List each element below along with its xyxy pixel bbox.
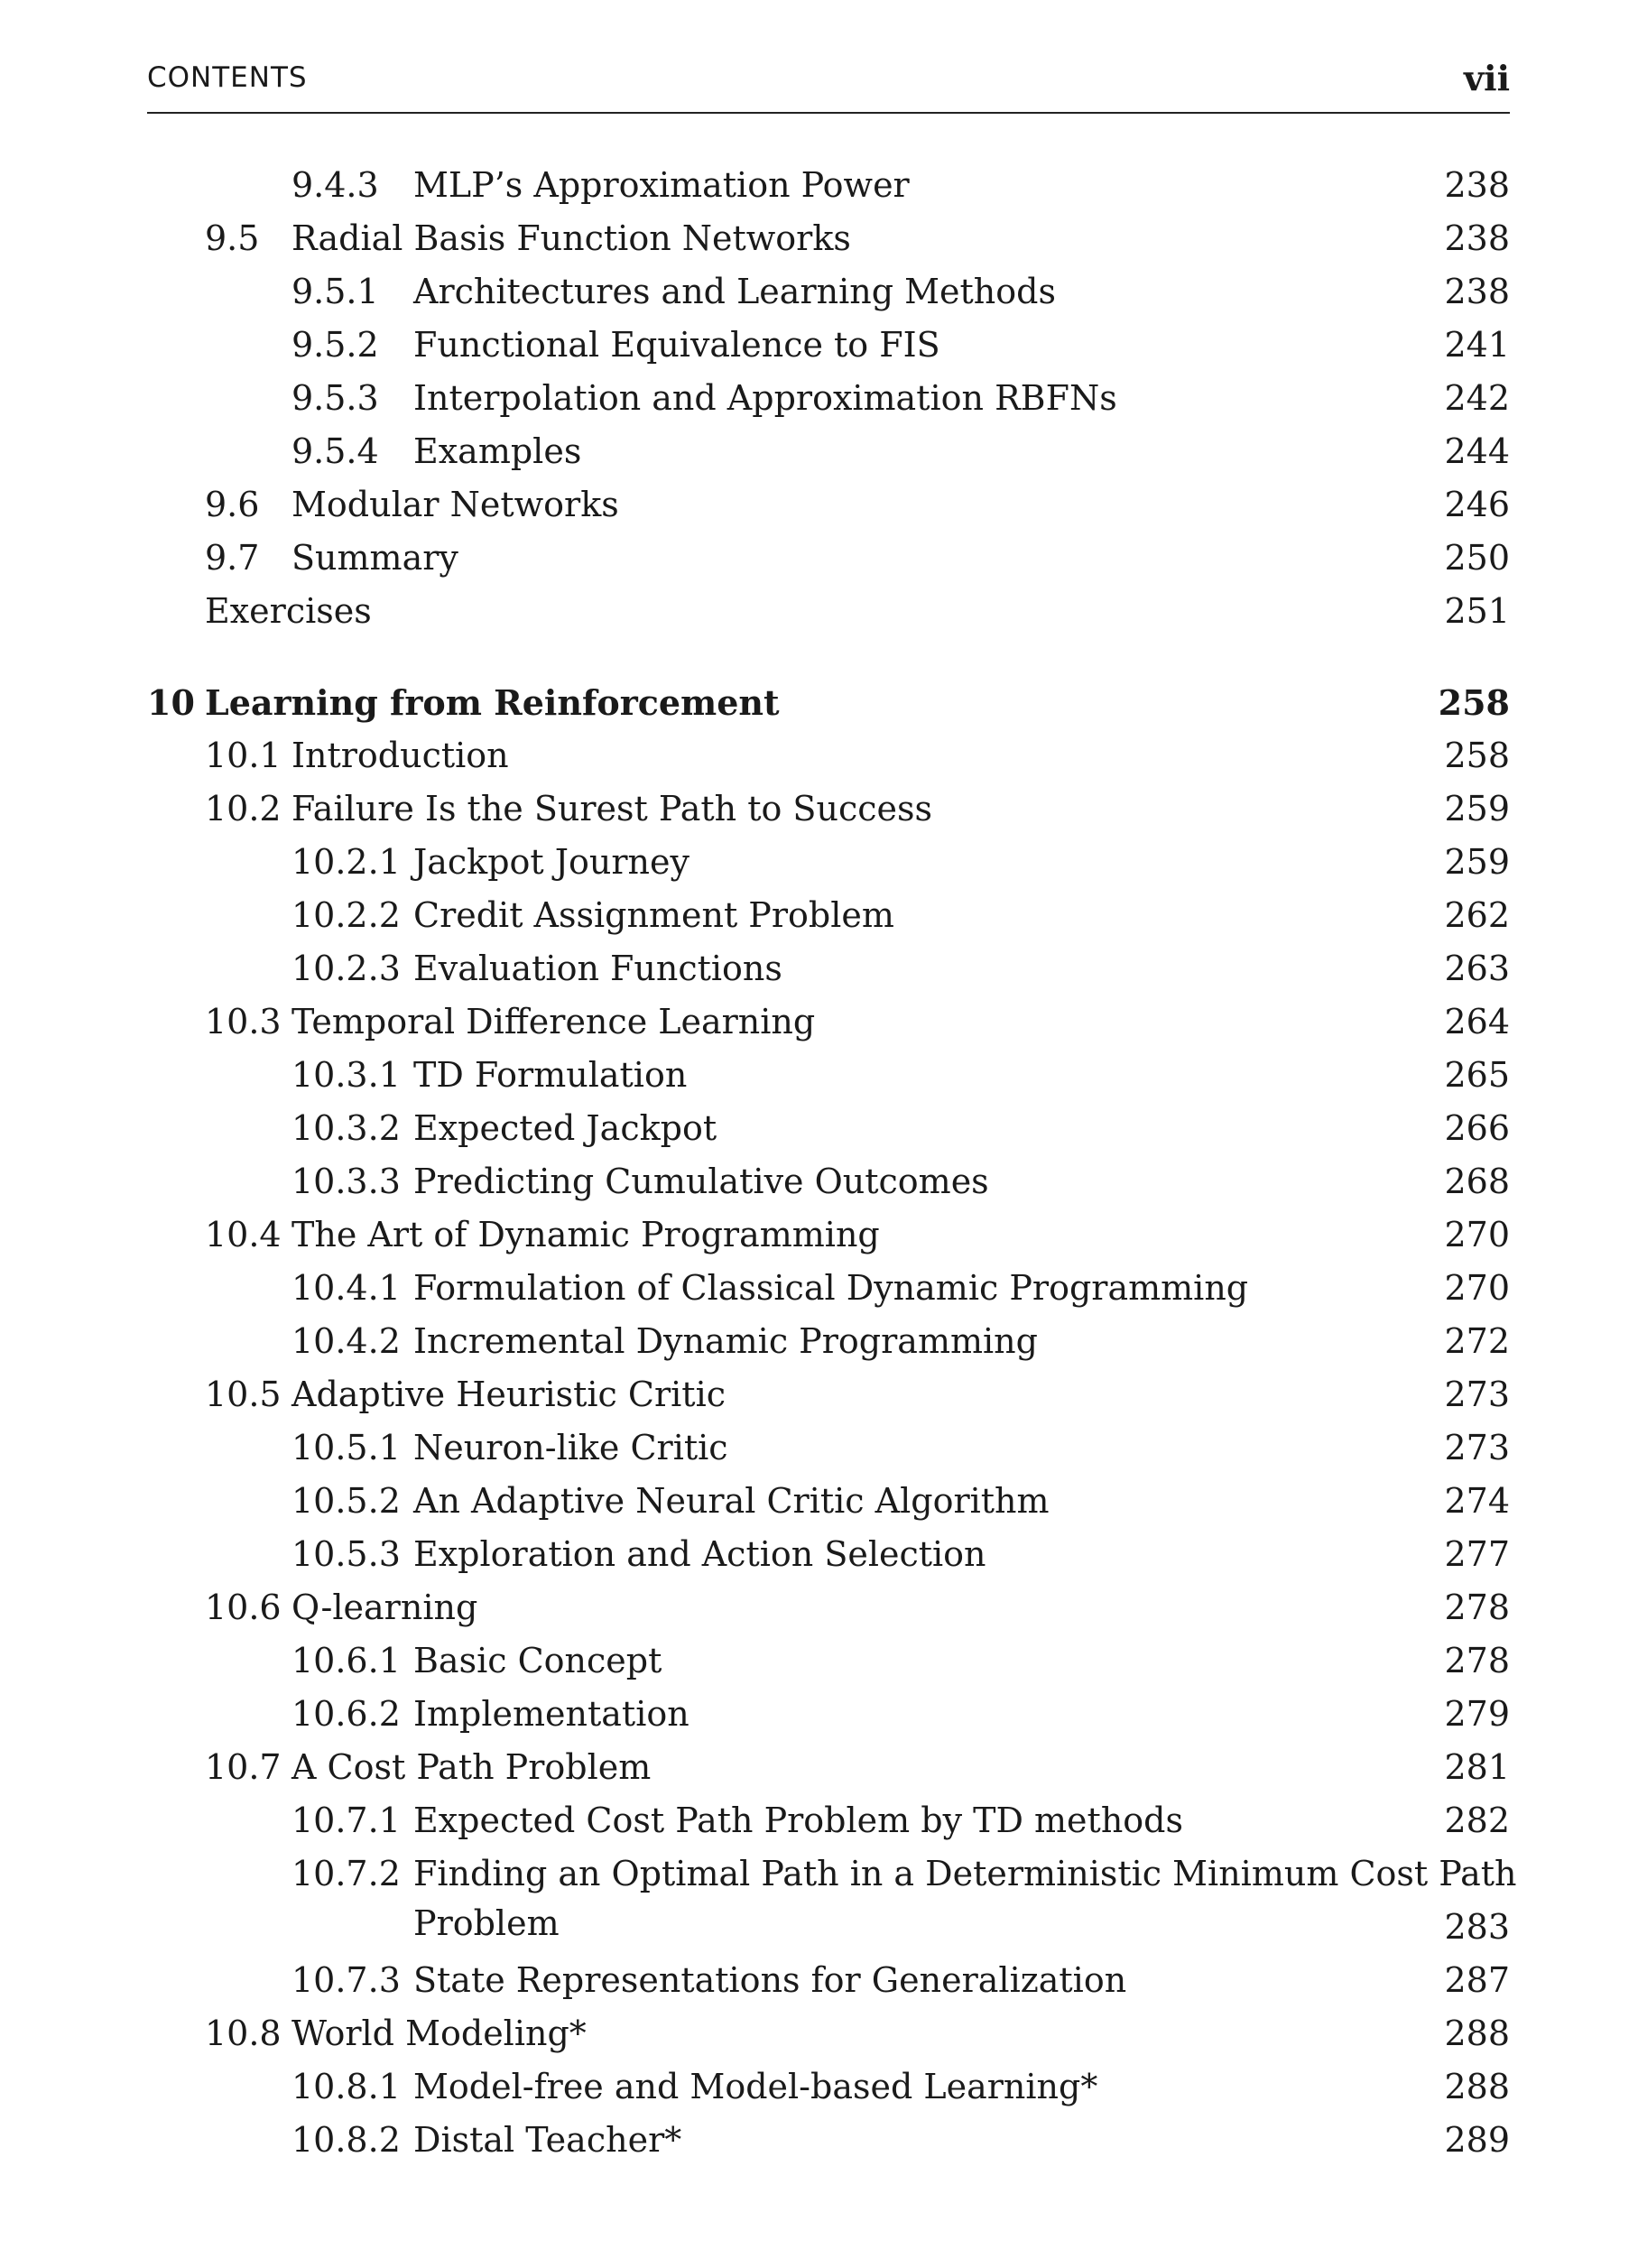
entry-number: 10.2.2 [292,895,401,935]
entry-page: 246 [1444,485,1510,524]
entry-number: 10 [147,682,195,723]
entry-title: Distal Teacher* [413,2120,682,2160]
entry-title: Model-free and Model-based Learning* [413,2067,1098,2106]
entry-page: 264 [1444,1002,1510,1041]
entry-title: The Art of Dynamic Programming [292,1215,880,1254]
entry-number: 10.8.2 [292,2120,401,2160]
entry-title: Radial Basis Function Networks [292,218,851,258]
toc-entry-section [147,729,1510,782]
entry-number: 10.5.1 [292,1428,401,1467]
entry-page: 238 [1444,218,1510,258]
entry-number: 10.5.3 [292,1534,401,1574]
entry-page: 277 [1444,1534,1510,1574]
entry-title: Neuron-like Critic [413,1428,728,1467]
toc-entry-sub [147,889,1510,942]
entry-page: 244 [1444,431,1510,471]
toc-entry-sub [147,1954,1510,2007]
entry-title: Credit Assignment Problem [413,895,894,935]
entry-page: 258 [1444,736,1510,775]
toc-entry-sub [147,1049,1510,1102]
entry-title: Introduction [292,736,509,775]
toc-entry-sub [147,1688,1510,1741]
running-head: CONTENTS [147,61,308,94]
entry-title: World Modeling* [292,2013,587,2053]
entry-number: 10.7.1 [292,1801,401,1840]
entry-page: 278 [1444,1641,1510,1680]
entry-number: 10.5 [205,1375,282,1414]
entry-title: Incremental Dynamic Programming [413,1321,1038,1361]
entry-title: Finding an Optimal Path in a Deterministic Minimum Cost Path Problem [413,1854,1517,1943]
entry-number: 10.2.3 [292,949,401,988]
entry-page: 273 [1444,1428,1510,1467]
page-number: vii [1464,58,1510,98]
entry-page: 258 [1438,682,1510,723]
toc-entry-section [147,782,1510,836]
entry-page: 238 [1444,272,1510,311]
entry-title: Functional Equivalence to FIS [413,325,940,365]
entry-title: Expected Cost Path Problem by TD methods [413,1801,1183,1840]
entry-page: 241 [1444,325,1510,365]
entry-number: 10.3.1 [292,1055,401,1095]
toc-entry-sub [147,1315,1510,1368]
entry-page: 259 [1444,842,1510,882]
entry-page: 283 [1444,1907,1510,1947]
entry-number: 10.4.2 [292,1321,401,1361]
toc-entry-section [147,995,1510,1049]
toc-entry-sub [147,1155,1510,1208]
entry-page: 268 [1444,1162,1510,1201]
toc-entry-section [147,1208,1510,1262]
entry-page: 238 [1444,165,1510,205]
toc-entry-sub [147,836,1510,889]
toc-entry-section [147,478,1510,532]
entry-title: An Adaptive Neural Critic Algorithm [413,1481,1050,1521]
entry-title: Architectures and Learning Methods [413,272,1056,311]
toc-entry-sub [147,1528,1510,1581]
entry-title: Learning from Reinforcement [205,682,780,723]
entry-title: Expected Jackpot [413,1108,717,1148]
entry-page: 266 [1444,1108,1510,1148]
entry-title: Jackpot Journey [413,842,689,882]
entry-number: 9.5.3 [292,378,379,418]
entry-number: 10.1 [205,736,282,775]
entry-number: 9.5 [205,218,260,258]
entry-title: State Representations for Generalization [413,1960,1127,2000]
entry-page: 274 [1444,1481,1510,1521]
toc-entry-section [147,532,1510,585]
toc-entry-sub [147,319,1510,372]
entry-page: 250 [1444,538,1510,578]
entry-title: Adaptive Heuristic Critic [292,1375,726,1414]
entry-number: 9.4.3 [292,165,379,205]
entry-page: 265 [1444,1055,1510,1095]
entry-page: 288 [1444,2013,1510,2053]
entry-page: 272 [1444,1321,1510,1361]
entry-title: A Cost Path Problem [292,1747,652,1787]
entry-number: 10.3 [205,1002,282,1041]
toc-entry-sub [147,1475,1510,1528]
entry-page: 270 [1444,1268,1510,1308]
entry-page: 279 [1444,1694,1510,1734]
entry-title: TD Formulation [413,1055,688,1095]
toc-entry-sub [147,425,1510,478]
toc-entry-section [147,1368,1510,1421]
entry-title: Exploration and Action Selection [413,1534,986,1574]
entry-number: 10.7.3 [292,1960,401,2000]
entry-number: 10.4 [205,1215,282,1254]
toc-entry-section [147,212,1510,265]
entry-number: 10.6.1 [292,1641,401,1680]
entry-page: 251 [1444,591,1510,631]
entry-page: 278 [1444,1588,1510,1627]
toc-entry-sub [147,1421,1510,1475]
toc-entry-section [147,1741,1510,1794]
toc-entry-sub [147,1262,1510,1315]
entry-number: 10.6 [205,1588,282,1627]
toc-entry-sub [147,1847,1517,1954]
entry-number: 10.3.3 [292,1162,401,1201]
entry-number: 9.5.2 [292,325,379,365]
toc-entry-sub [147,2114,1510,2167]
toc-entry-sub [147,942,1510,995]
entry-number: 10.2 [205,789,282,829]
entry-number: 10.3.2 [292,1108,401,1148]
entry-page: 262 [1444,895,1510,935]
toc-entry-sub [147,1794,1510,1847]
toc-entry-sub [147,1634,1510,1688]
entry-number: 10.8.1 [292,2067,401,2106]
entry-title: Examples [413,431,582,471]
entry-title: Exercises [205,591,372,631]
toc-entry-section [147,1581,1510,1634]
entry-title: Basic Concept [413,1641,662,1680]
toc-entry-chapter [147,676,1510,729]
entry-page: 289 [1444,2120,1510,2160]
entry-page: 282 [1444,1801,1510,1840]
entry-title: Evaluation Functions [413,949,782,988]
entry-number: 10.8 [205,2013,282,2053]
entry-page: 287 [1444,1960,1510,2000]
entry-number: 9.6 [205,485,260,524]
entry-number: 10.7 [205,1747,282,1787]
entry-title: Temporal Difference Learning [292,1002,816,1041]
entry-page: 242 [1444,378,1510,418]
entry-number: 9.5.1 [292,272,379,311]
entry-number: 10.7.2 [292,1854,401,1893]
entry-title: Interpolation and Approximation RBFNs [413,378,1117,418]
toc-entry-plain [147,585,1510,638]
entry-page: 281 [1444,1747,1510,1787]
entry-number: 10.4.1 [292,1268,401,1308]
entry-title: Predicting Cumulative Outcomes [413,1162,989,1201]
page-header [147,56,1510,114]
toc-part-1 [147,159,1510,638]
table-of-contents [147,159,1517,2167]
toc-entry-sub [147,1102,1510,1155]
entry-title: Modular Networks [292,485,619,524]
entry-number: 10.2.1 [292,842,401,882]
entry-title: MLP’s Approximation Power [413,165,910,205]
toc-part-2 [147,676,1517,2167]
entry-page: 273 [1444,1375,1510,1414]
entry-page: 259 [1444,789,1510,829]
entry-page: 270 [1444,1215,1510,1254]
entry-title: Q-learning [292,1588,478,1627]
toc-entry-sub [147,372,1510,425]
chapter-gap [147,638,1510,676]
toc-entry-sub [147,2060,1510,2114]
toc-entry-sub [147,265,1510,319]
entry-number: 9.7 [205,538,260,578]
entry-title: Implementation [413,1694,689,1734]
entry-number: 10.6.2 [292,1694,401,1734]
toc-entry-sub [147,159,1510,212]
entry-number: 10.5.2 [292,1481,401,1521]
entry-page: 263 [1444,949,1510,988]
entry-title: Formulation of Classical Dynamic Programming [413,1268,1249,1308]
toc-entry-section [147,2007,1510,2060]
entry-page: 288 [1444,2067,1510,2106]
entry-title: Failure Is the Surest Path to Success [292,789,932,829]
entry-number: 9.5.4 [292,431,379,471]
entry-title: Summary [292,538,458,578]
